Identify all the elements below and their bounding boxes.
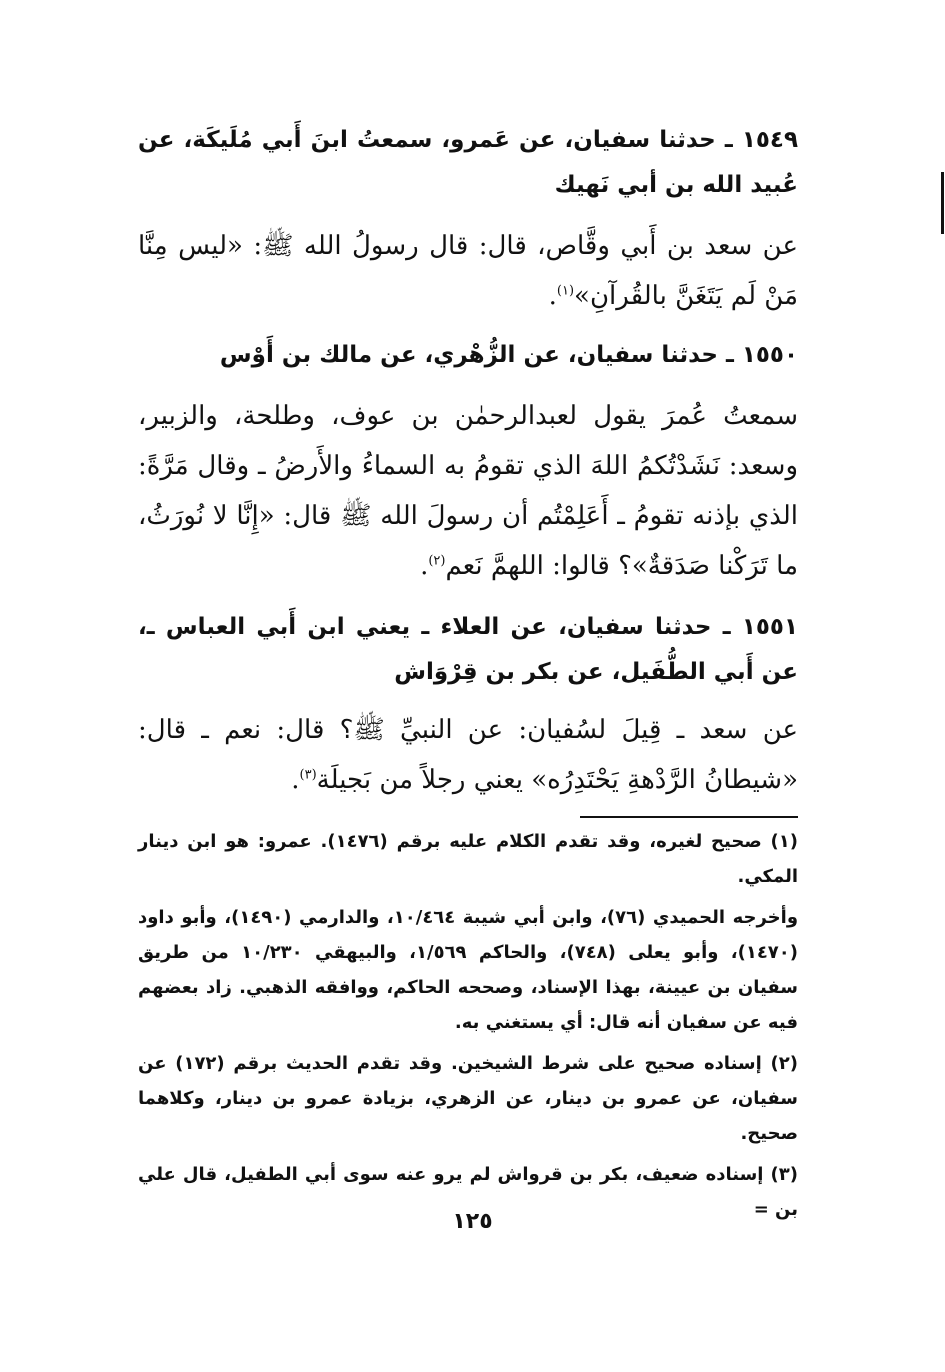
footnote-ref: (٢) [428,553,446,569]
footnote-1: (١) صحيح لغيره، وقد تقدم الكلام عليه برقم (١٤٧٦). عمرو: هو ابن دينار المكي. [138,831,798,887]
hadith-number: ١٥٥٠ [741,342,798,368]
matn-end: . [548,281,557,311]
matn-text [138,705,798,805]
matn-end: . [420,551,429,581]
isnad-text: ـ حدثنا سفيان، عن العلاء ـ يعني ابن أَبي العباس ـ، عن أَبي الطُّفَيل، عن بكر بن قِرْوَاش [138,614,798,685]
matn-text [138,391,798,591]
hadith-1550-matn [138,391,798,591]
footnote-2: (٢) إسناده صحيح على شرط الشيخين. وقد تقدم الحديث برقم (١٧٢) عن سفيان، عن عمرو بن دينار، عن الزهري، بزيادة عمرو بن دينار، وكلاهما صحيح. [138,1053,798,1144]
footnote-3: (٣) إسناده ضعيف، بكر بن قرواش لم يرو عنه سوى أبي الطفيل، قال علي بن = [138,1164,798,1220]
footnote-ref: (٣) [299,767,317,783]
hadith-chain [138,333,798,378]
hadith-number: ١٥٥١ [741,614,798,640]
hadith-chain [138,118,798,208]
footnote-ref: (١) [556,283,575,299]
matn-end: . [291,765,300,795]
hadith-1549-matn [138,221,798,321]
footnote-separator [580,816,798,818]
footnotes [138,824,798,1233]
page-number: ١٢٥ [452,1209,493,1234]
hadith-1551 [138,605,798,695]
matn-body: عن سعد بن أَبي وقَّاص، قال: قال رسولُ الله ﷺ: «ليس مِنَّا مَنْ لَم يَتَغَنَّ بالقُرآنِ» [138,231,798,311]
margin-mark [941,172,944,234]
hadith-number: ١٥٤٩ [741,127,798,153]
matn-body: عن سعد ـ قِيلَ لسُفيان: عن النبيِّ ﷺ؟ قال: نعم ـ قال: «شيطانُ الرَّدْهةِ يَحْتَدِرُه» يعني رجلاً من بَجيلَة [138,715,798,795]
matn-body: سمعتُ عُمرَ يقول لعبدالرحمٰن بن عوف، وطلحة، والزبير، وسعد: نَشَدْتُكمُ اللهَ الذي تقومُ به السماءُ والأَرضُ ـ وقال مَرَّةً: الذي بإذنه تقومُ ـ أَعَلِمْتُم أن رسولَ الله ﷺ قال: «إِنَّا لا نُورَثُ، ما تَرَكْنا صَدَقةٌ»؟ قالوا: اللهمَّ نَعم [138,401,798,581]
hadith-chain [138,605,798,695]
matn-text [138,221,798,321]
hadith-1549 [138,118,798,208]
isnad-text: ـ حدثنا سفيان، عن عَمرو، سمعتُ ابنَ أَبي مُلَيكَة، عن عُبيد الله بن أبي نَهيك [138,127,798,198]
hadith-1551-matn [138,705,798,805]
hadith-1550 [138,333,798,378]
footnote-1-continued: وأخرجه الحميدي (٧٦)، وابن أبي شيبة ١٠/٤٦٤، والدارمي (١٤٩٠)، وأبو داود (١٤٧٠)، وأبو يعلى (٧٤٨)، والحاكم ١/٥٦٩، والبيهقي ١٠/٢٣٠ من طريق سفيان بن عيينة، بهذا الإسناد، وصححه الحاكم، ووافقه الذهبي. زاد بعضهم فيه عن سفيان أنه قال: أي يستغني به. [138,907,799,1033]
isnad-text: ـ حدثنا سفيان، عن الزُّهْري، عن مالك بن أَوْس [219,342,742,368]
